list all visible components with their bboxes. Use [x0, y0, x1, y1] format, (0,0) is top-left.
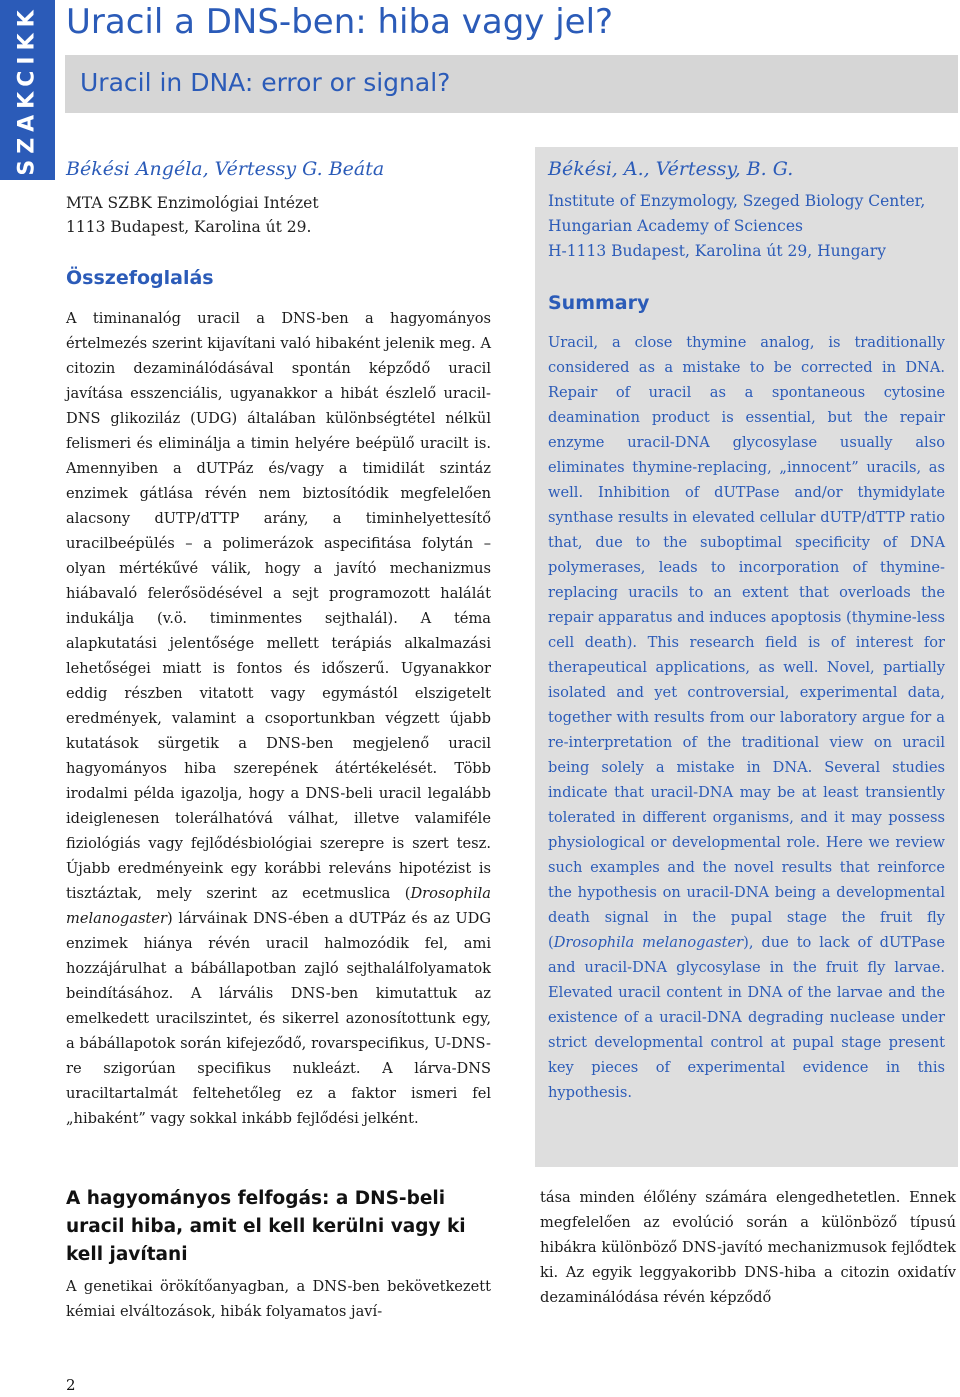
authors-english: Békési, A., Vértessy, B. G. — [548, 158, 794, 180]
summary-heading-hungarian: Összefoglalás — [66, 267, 214, 289]
affiliation-english — [548, 189, 948, 264]
summary-heading-english: Summary — [548, 292, 650, 314]
affiliation-hungarian — [66, 191, 319, 239]
title-hungarian: Uracil a DNS-ben: hiba vagy jel? — [66, 2, 614, 42]
affiliation-line: 1113 Budapest, Karolina út 29. — [66, 218, 312, 236]
affiliation-line: H-1113 Budapest, Karolina út 29, Hungary — [548, 242, 886, 260]
abstract-paragraph — [66, 306, 491, 1131]
section-intro-text: A genetikai örökítőanyagban, a DNS-ben bekövetkezett kémiai elváltozások, hibák folyamatos javí- — [66, 1278, 491, 1320]
section-tag-strip — [0, 0, 55, 180]
authors-hungarian: Békési Angéla, Vértessy G. Beáta — [66, 158, 385, 180]
affiliation-line: Hungarian Academy of Sciences — [548, 217, 803, 235]
summary-paragraph — [548, 330, 945, 1105]
species-name: Drosophila melanogaster — [66, 885, 491, 927]
affiliation-line: MTA SZBK Enzimológiai Intézet — [66, 194, 319, 212]
section-heading: A hagyományos felfogás: a DNS-beli uracil hiba, amit el kell kerülni vagy ki kell javítani — [66, 1188, 466, 1265]
page-number: 2 — [66, 1376, 76, 1394]
title-english: Uracil in DNA: error or signal? — [80, 68, 451, 97]
abstract-text: A timinanalóg uracil a DNS-ben a hagyományos értelmezés szerint kijavítani való hibaként jelenik meg. A citozin dezaminálódásával spontán képződő uracil javítása esszenciális, ugyanakkor a hibát észlelő uracil-DNS glikoziláz (UDG) általában különbségtétel nélkül felismeri és eliminálja a timin helyére beépülő uracilt is. Amennyiben a dUTPáz és/vagy a timidilát szintáz enzimek gátlása révén nem biztosítódik megfelelően alacsony dUTP/dTTP arány, a timinhelyettesítő uracilbeépülés – a polimerázok aspecifitása folytán – olyan mértékűvé válik, hogy a javító mechanizmus hiábavaló felerősödésével a sejt programozott halálát indukálja (v.ö. timinmentes sejthalál). A téma alapkutatási jelentősége mellett terápiás alkalmazási lehetőségei miatt is fontos és időszerű. Ugyanakkor eddig részben vitatott vagy egymástól elszigetelt eredmények, valamint a csoportunkban végzett újabb kutatások sürgetik a DNS-ben megjelenő uracil hagyományos hiba szerepének átértékelését. Több irodalmi példa igazolja, hogy a DNS-beli uracil legalább ideiglenesen tolerálhatóvá válhat, illetve valamiféle fiziológiás vagy fejlődésbiológiai szerepre is szert tesz. Újabb eredményeink egy korábbi releváns hipotézist is tisztáztak, mely szerint az ecetmuslica ( — [66, 310, 491, 902]
section-tag: SZAKCIKK — [14, 4, 40, 176]
summary-text: Uracil, a close thymine analog, is traditionally considered as a mistake to be corrected in DNA. Repair of uracil as a spontaneous cytosine deamination product is essential, but the repair enzyme uracil-DNA glycosylase usually also eliminates thymine-replacing, „innocent” uracils, as well. Inhibition of dUTPase and/or thymidylate synthase results in elevated cellular dUTP/dTTP ratio that, due to the suboptimal specificity of DNA polymerases, leads to incorporation of thymine-replacing uracils to an extent that overloads the repair apparatus and induces apoptosis (thymine-less cell death). This research field is of interest for therapeutical applications, as well. Novel, partially isolated and yet controversial, experimental data, together with results from our laboratory argue for a re-interpretation of the traditional view on uracil being solely a mistake in DNA. Several studies indicate that uracil-DNA may be at least transiently tolerated in different organisms, and it may possess physiological or developmental role. Here we review such examples and the novel results that reinforce the hypothesis on uracil-DNA being a developmental death signal in the pupal stage the fruit fly ( — [548, 334, 945, 951]
summary-text: ), due to lack of dUTPase and uracil-DNA glycosylase in the fruit fly larvae. Elevated uracil content in DNA of the larvae and the existence of a uracil-DNA degrading nuclease under strict developmental control at pupal stage present key pieces of experimental evidence in this hypothesis. — [548, 934, 945, 1101]
species-name: Drosophila melanogaster — [553, 934, 744, 951]
summary-english — [548, 330, 945, 1105]
abstract-hungarian — [66, 306, 491, 1131]
abstract-text: ) lárváinak DNS-ében a dUTPáz és az UDG enzimek hiánya révén uracil halmozódik fel, ami hozzájárulhat a bábállapotban zajló sejthalálfolyamatok beindításához. A lárvális DNS-ben kimutattuk az emelkedett uracilszintet, és sikerrel azonosítottunk egy, a bábállapotok során kifejeződő, rovarspecifikus, U-DNS-re szigorúan specifikus nukleázt. A lárva-DNS uraciltartalmát feltehetőleg ez a faktor ismeri fel „hibaként” vagy sokkal inkább fejlődési jelként. — [66, 910, 491, 1127]
section-continuation-text: tása minden élőlény számára elengedhetetlen. Ennek megfelelően az evolúció során a különböző típusú hibákra különböző DNS-javító mechanizmusok fejlődtek ki. Az egyik leggyakoribb DNS-hiba a citozin oxidatív dezaminálódása révén képződő — [540, 1189, 956, 1306]
affiliation-line: Institute of Enzymology, Szeged Biology Center, — [548, 192, 926, 210]
